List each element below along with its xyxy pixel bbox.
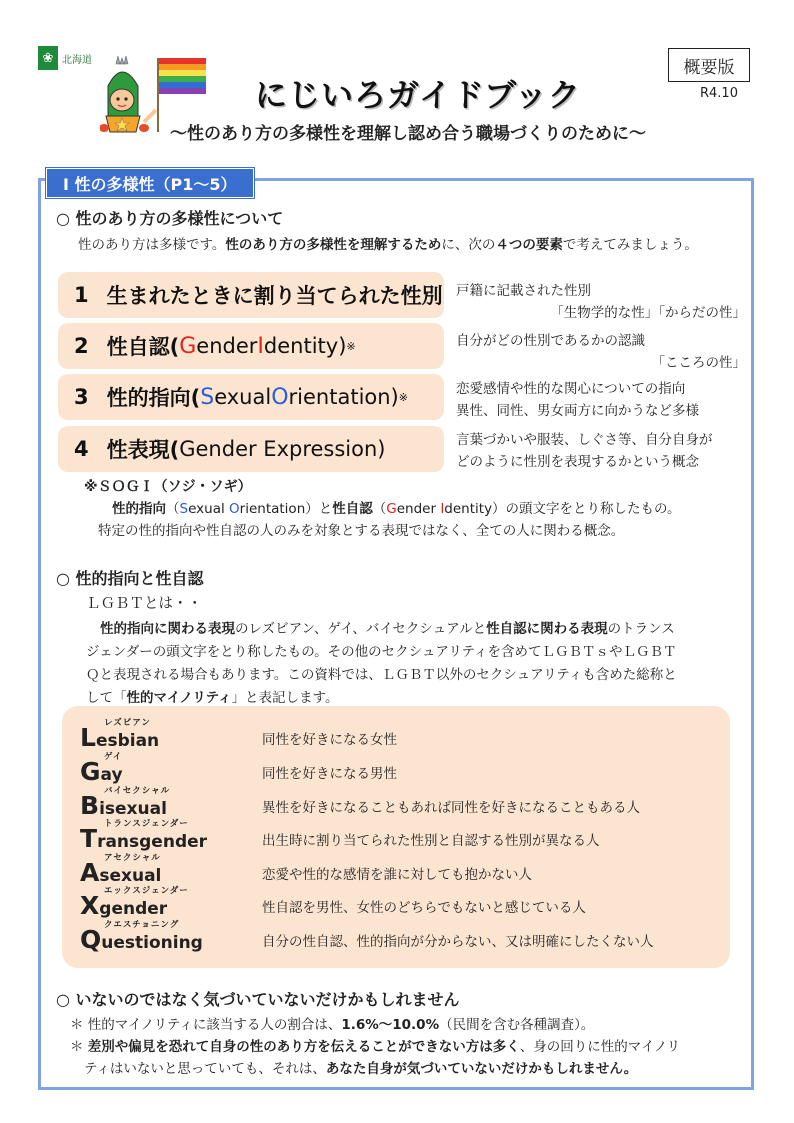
bullet-fear: ＊ 差別や偏見を恐れて自身の性のあり方を伝えることができない方は多く、身の回りに性的マイノリ: [70, 1039, 681, 1055]
heading-unaware: ○ いないのではなく気づいていないだけかもしれません: [56, 990, 460, 1009]
bullet-ratio: ＊ 性的マイノリティに該当する人の割合は、1.6%～10.0%（民間を含む各種調査）。: [70, 1017, 595, 1033]
summary-version-box: 概要版: [668, 48, 750, 82]
lgbt-paragraph-line4: して「性的マイノリティ」と表記します。: [86, 690, 339, 706]
heading-diversity: ○ 性のあり方の多様性について: [56, 209, 284, 228]
version-label: R4.10: [700, 86, 738, 101]
sogi-definition: 性的指向（Sexual Orientation）と性自認（Gender Identity）の頭文字をとり称したもの。: [112, 501, 681, 517]
term-transgender-desc: 出生時に割り当てられた性別と自認する性別が異なる人: [262, 833, 600, 849]
term-transgender: トランスジェンダー Transgender: [80, 819, 208, 853]
term-xgender-desc: 性自認を男性、女性のどちらでもないと感じている人: [262, 900, 586, 916]
heading-orientation-identity: ○ 性的指向と性自認: [56, 569, 204, 588]
term-asexual-desc: 恋愛や性的な感情を誰に対しても抱かない人: [262, 867, 532, 883]
term-questioning: クエスチョニング Questioning: [80, 920, 203, 954]
sogi-title: ※ＳＯＧＩ（ソジ・ソギ）: [84, 479, 252, 495]
sogi-concept: 特定の性的指向や性自認の人のみを対象とする表現ではなく、全ての人に関わる概念。: [98, 523, 625, 539]
page-subtitle: ～性のあり方の多様性を理解し認め合う職場づくりのために～: [170, 124, 646, 144]
hokkaido-logo-text: 北海道: [62, 54, 92, 66]
element-3-desc: 恋愛感情や性的な関心についての指向 異性、同性、男女両方に向かうなど多様: [456, 381, 699, 419]
term-gay: ゲイ Gay: [80, 752, 123, 786]
term-asexual: アセクシャル Asexual: [80, 853, 162, 887]
term-bisexual-desc: 異性を好きになることもあれば同性を好きになることもある人: [262, 800, 640, 816]
element-2-pill: 2 性自認( G ender I dentity) ※: [58, 323, 444, 369]
element-3-pill: 3 性的指向( S exual O rientation) ※: [58, 374, 444, 420]
term-gay-desc: 同性を好きになる男性: [262, 766, 397, 782]
element-4-pill: 4 性表現( Gender Expression): [58, 426, 444, 472]
bullet-fear-cont: ティはいないと思っていても、それは、あなた自身が気づいていないだけかもしれません。: [84, 1061, 638, 1077]
lgbt-intro: ＬＧＢＴとは・・: [86, 596, 202, 612]
term-lesbian-desc: 同性を好きになる女性: [262, 732, 397, 748]
element-4-desc: 言葉づかいや服装、しぐさ等、自分自身が どのように性別を表現するかという概念: [456, 432, 713, 470]
section-tab: Ⅰ 性の多様性（P1～5）: [46, 168, 254, 198]
term-questioning-desc: 自分の性自認、性的指向が分からない、又は明確にしたくない人: [262, 934, 654, 950]
page-title: にじいろガイドブック: [255, 76, 581, 114]
element-1-pill: 1 生まれたときに割り当てられた性別: [58, 272, 444, 318]
hokkaido-logo: [38, 46, 92, 70]
element-2-desc: 自分がどの性別であるかの認識 「こころの性」: [456, 333, 746, 371]
element-1-desc: 戸籍に記載された性別 「生物学的な性」「からだの性」: [456, 283, 746, 321]
lgbt-paragraph: 性的指向に関わる表現のレズビアン、ゲイ、バイセクシュアルと性自認に関わる表現のトランス: [100, 621, 675, 637]
lgbt-paragraph-line3: Ｑと表現される場合もあります。この資料では、ＬＧＢＴ以外のセクシュアリティも含めた総称と: [86, 667, 677, 683]
term-lesbian: レズビアン Lesbian: [80, 718, 160, 752]
term-xgender: エックスジェンダー Xgender: [80, 886, 189, 920]
intro-text: 性のあり方は多様です。性のあり方の多様性を理解するために、次の４つの要素で考えてみましょう。: [78, 237, 698, 253]
hokkaido-mark-icon: ❀: [38, 46, 58, 70]
term-bisexual: バイセクシャル Bisexual: [80, 786, 171, 820]
lgbt-paragraph-line2: ジェンダーの頭文字をとり称したもの。その他のセクシュアリティを含めてＬＧＢＴｓやＬＧＢＴ: [86, 644, 677, 660]
